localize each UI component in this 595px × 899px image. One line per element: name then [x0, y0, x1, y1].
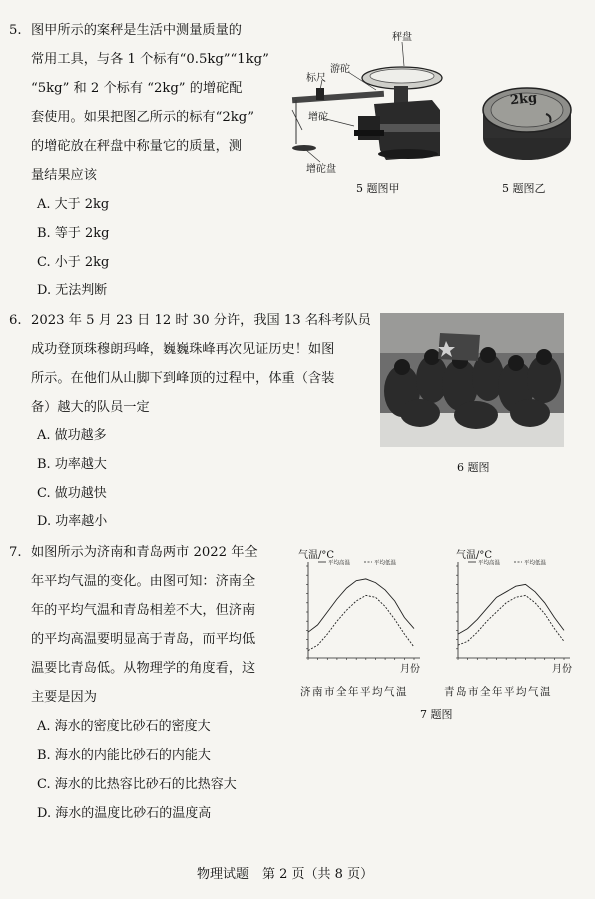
fig-5b-caption: 5 题图乙: [502, 182, 546, 195]
q5-line-5: 的增砣放在秤盘中称量它的质量，测: [31, 139, 242, 154]
q5-line-4: 套使用。如果把图乙所示的标有“2kg”: [31, 110, 254, 125]
series-line-low: [458, 595, 564, 645]
chart-jinan: [296, 546, 446, 696]
q5-line-3: “5kg” 和 2 个标有 “2kg” 的增砣配: [31, 81, 243, 96]
q7-option-b: B. 海水的内能比砂石的内能大: [37, 748, 211, 763]
q6-number: 6.: [9, 313, 22, 328]
label-pan: 秤盘: [392, 32, 412, 43]
q5-number: 5.: [9, 23, 22, 38]
chart-qingdao: [446, 546, 595, 696]
weight-stamp: 2kg: [509, 90, 538, 109]
chart-qingdao-plot: [446, 558, 576, 676]
q6-line-4: 备）越大的队员一定: [31, 400, 150, 415]
q5-option-a: A. 大于 2kg: [37, 197, 110, 212]
q7-line-5: 温要比青岛低。从物理学的角度看，这: [31, 661, 256, 676]
q6-line-1: 2023 年 5 月 23 日 12 时 30 分许，我国 13 名科考队员: [31, 313, 371, 328]
q5-line-2: 常用工具，与各 1 个标有“0.5kg”“1kg”: [31, 52, 269, 67]
fig-7-caption: 7 题图: [420, 708, 453, 721]
q5-line-1: 图甲所示的案秤是生活中测量质量的: [31, 23, 242, 38]
q5-option-b: B. 等于 2kg: [37, 226, 110, 241]
label-weight-pan: 增砣盘: [306, 164, 336, 175]
q7-option-a: A. 海水的密度比砂石的密度大: [37, 719, 211, 734]
q7-line-1: 如图所示为济南和青岛两市 2022 年全: [31, 545, 258, 560]
chart-qingdao-xlabel: 月份: [552, 664, 572, 675]
q7-line-2: 年平均气温的变化。由图可知：济南全: [31, 574, 256, 589]
q7-line-6: 主要是因为: [31, 690, 97, 705]
legend-label: 平均高温: [328, 560, 351, 567]
legend-label: 平均高温: [478, 560, 501, 567]
label-beam: 标尺: [306, 73, 326, 84]
climbers-photo: [380, 313, 564, 447]
legend-label: 平均低温: [374, 560, 397, 567]
chart-jinan-title: 济南市全年平均气温: [300, 686, 408, 698]
q7-line-4: 的平均高温要明显高于青岛，而平均低: [31, 632, 256, 647]
q7-option-c: C. 海水的比热容比砂石的比热容大: [37, 777, 237, 792]
fig-5a-caption: 5 题图甲: [356, 182, 400, 195]
series-line-low: [308, 595, 414, 650]
q7-line-3: 年的平均气温和青岛相差不大，但济南: [31, 603, 256, 618]
chart-qingdao-title: 青岛市全年平均气温: [444, 686, 552, 698]
page-footer: 物理试题 第 2 页（共 8 页）: [197, 867, 374, 882]
platform-scale-figure: [282, 26, 472, 176]
weight-2kg-figure: [478, 74, 576, 174]
chart-qingdao-ylabel: 气温/°C: [456, 550, 493, 561]
q5-option-d: D. 无法判断: [37, 283, 108, 298]
q6-option-a: A. 做功越多: [37, 428, 107, 443]
q6-option-b: B. 功率越大: [37, 457, 107, 472]
fig-6-caption: 6 题图: [457, 461, 490, 474]
legend-label: 平均低温: [524, 560, 547, 567]
q6-line-2: 成功登顶珠穆朗玛峰，巍巍珠峰再次见证历史！如图: [31, 342, 335, 357]
chart-jinan-plot: [296, 558, 446, 676]
q7-option-d: D. 海水的温度比砂石的温度高: [37, 806, 212, 821]
chart-jinan-ylabel: 气温/°C: [298, 550, 335, 561]
label-slider: 游砣: [330, 64, 350, 75]
q5-option-c: C. 小于 2kg: [37, 255, 110, 270]
label-weight: 增砣: [308, 112, 328, 123]
chart-jinan-xlabel: 月份: [400, 664, 420, 675]
q6-line-3: 所示。在他们从山脚下到峰顶的过程中，体重（含装: [31, 371, 335, 386]
q6-option-c: C. 做功越快: [37, 486, 107, 501]
q6-option-d: D. 功率越小: [37, 514, 108, 529]
series-line-high: [458, 584, 564, 634]
q5-line-6: 量结果应该: [31, 168, 97, 183]
q7-number: 7.: [9, 545, 22, 560]
